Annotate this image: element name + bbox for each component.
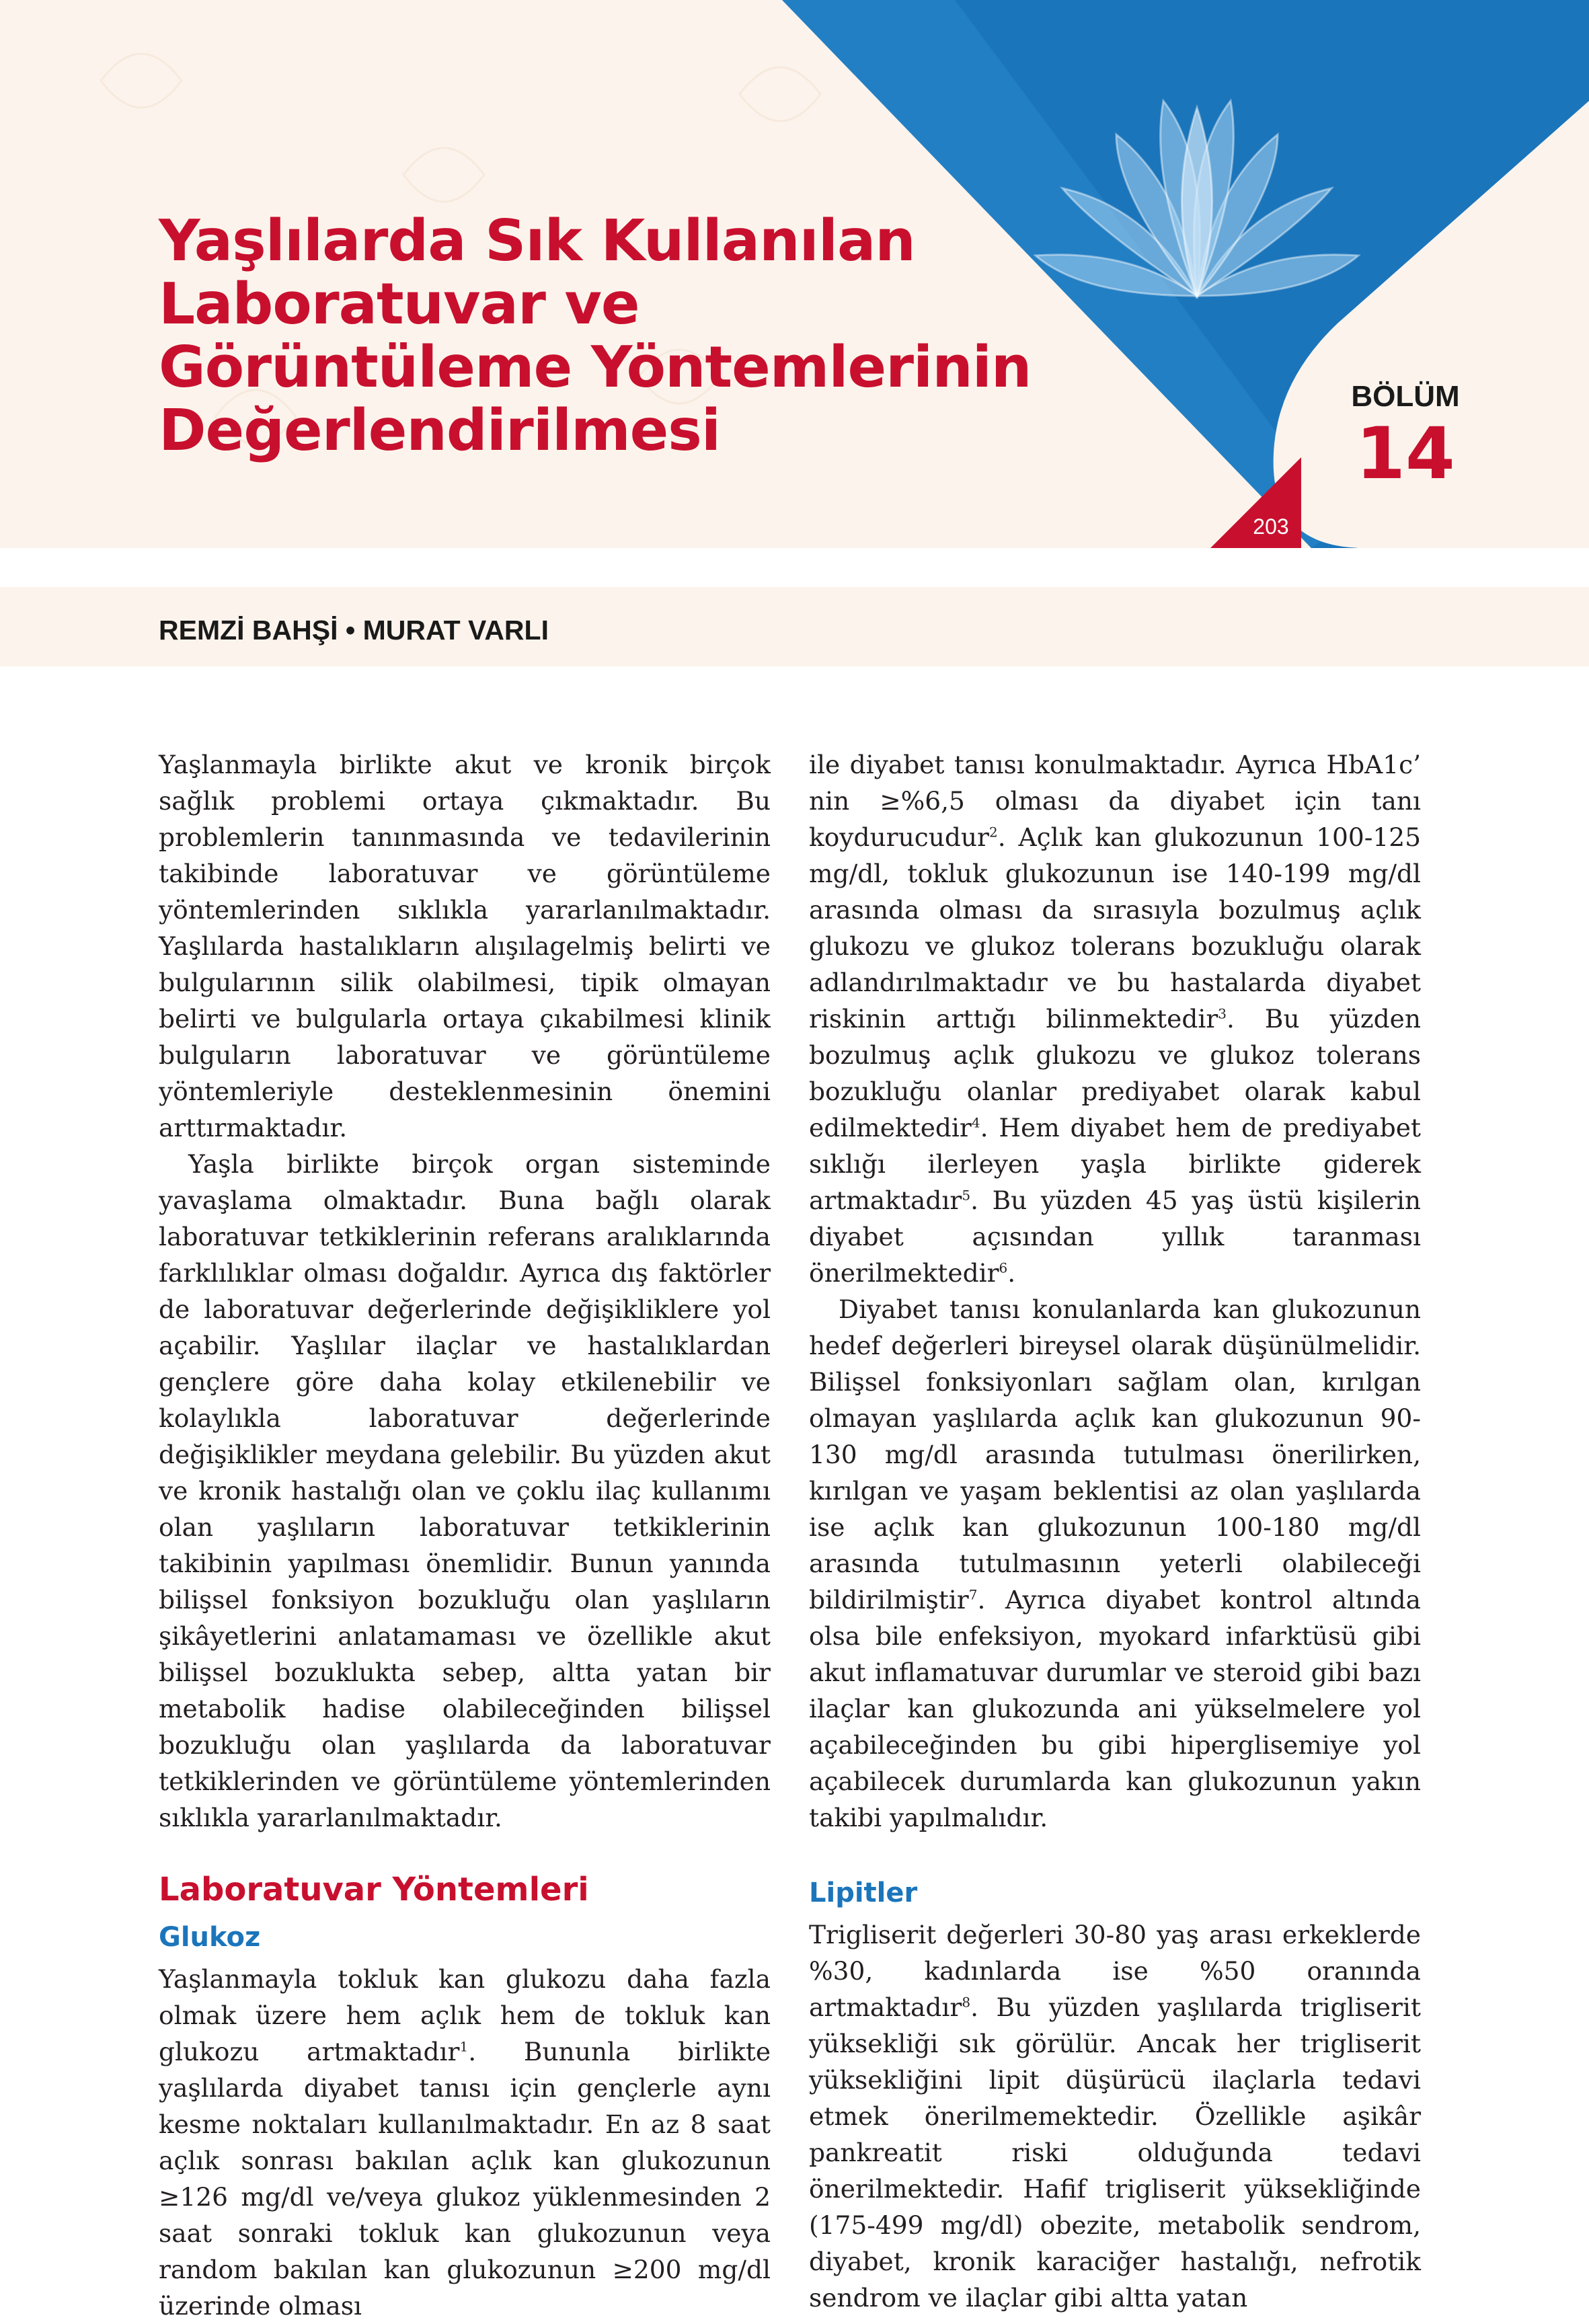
- aging-paragraph: Yaşla birlikte birçok organ sisteminde yavaşlama olmaktadır. Buna bağlı olarak laboratuvar tetkiklerinin referans aralıklarında farklılıklar olması doğaldır. Ayrıca dış faktörler de laboratuvar değerlerinde değişikliklere yol açabilir. Yaşlılar ilaçlar ve hastalıklardan gençlere göre daha kolay etkilenebilir ve kolaylıkla laboratuvar değerlerinde değişiklikler meydana gelebilir. Bu yüzden akut ve kronik hastalığı olan ve çoklu ilaç kullanımı olan yaşlıların laboratuvar tetkiklerinin takibinin yapılması önemlidir. Bunun yanında bilişsel fonksiyon bozukluğu olan yaşlıların şikâyetlerini anlatamaması ve özellikle akut bilişsel bozuklukta sebep, altta yatan bir metabolik hadise olabileceğinden bilişsel bozukluğu olan yaşlılarda da laboratuvar tetkiklerinden ve görüntüleme yöntemlerinden sıklıkla yararlanılmaktadır.: [159, 1149, 771, 1832]
- reference-6[interactable]: 6: [999, 1260, 1008, 1276]
- page-title: Yaşlılarda Sık Kullanılan Laboratuvar ve Görüntüleme Yöntemlerinin Değerlendirilmesi: [159, 208, 1032, 464]
- section-heading-laboratory-methods: Laboratuvar Yöntemleri: [159, 1871, 589, 1908]
- lipids-paragraph: Trigliserit değerleri 30-80 yaş arası erkeklerde %30, kadınlarda ise %50 oranında artmaktadır$^8$. Bu yüzden yaşlılarda trigliserit yüksekliği sık görülür. Ancak her trigliserit yüksekliğini lipit düşürücü ilaçlarla tedavi etmek önerilmemektedir. Özellikle aşikâr pankreatit riski olduğunda tedavi önerilmektedir. Hafif trigliserit yüksekliğinde (175-499 mg/dl) obezite, metabolik sendrom, diyabet, kronik karaciğer hastalığı, nefrotik sendrom ve ilaçlar gibi altta yatan: [809, 1920, 1421, 2313]
- reference-8[interactable]: 8: [962, 1994, 971, 2011]
- right-column: [809, 746, 1421, 2316]
- subheading-lipids: Lipitler: [809, 1877, 918, 1908]
- reference-1[interactable]: 1: [459, 2038, 469, 2055]
- author-names: REMZİ BAHŞİ • MURAT VARLI: [159, 615, 549, 646]
- diagnosis-paragraph: ile diyabet tanısı konulmaktadır. Ayrıca HbA1c’ nin ≥%6,5 olması da diyabet için tanı koydurucudur$^2$. Açlık kan glukozunun 100-125 mg/dl, tokluk glukozunun ise 140-199 mg/dl arasında olması da sırasıyla bozulmuş açlık glukozu ve glukoz tolerans bozukluğu olarak adlandırılmaktadır ve bu hastalarda diyabet riskinin arttığı bilinmektedir$^3$. Bu yüzden bozulmuş açlık glukozu ve glukoz tolerans bozukluğu olanlar prediyabet olarak kabul edilmektedir$^4$. Hem diyabet hem de prediyabet sıklığı ilerleyen yaşla birlikte giderek artmaktadır$^5$. Bu yüzden 45 yaş üstü kişilerin diyabet açısından yıllık taranması önerilmektedir$^6$.: [809, 750, 1421, 1288]
- reference-5[interactable]: 5: [962, 1187, 971, 1204]
- subheading-glucose: Glukoz: [159, 1922, 261, 1953]
- reference-7[interactable]: 7: [968, 1586, 978, 1603]
- glucose-target-paragraph: Diyabet tanısı konulanlarda kan glukozunun hedef değerleri bireysel olarak düşünülmelidir. Bilişsel fonksiyonları sağlam olan, kırılgan olmayan yaşlılarda açlık kan glukozunun 90-130 mg/dl arasında tutulması önerilirken, kırılgan ve yaşam beklentisi az olan yaşlılarda ise açlık kan glukozunun 100-180 mg/dl arasında tutulmasının yeterli olabileceği bildirilmiştir$^7$. Ayrıca diyabet kontrol altında olsa bile enfeksiyon, myokard infarktüsü gibi akut inflamatuvar durumlar ve steroid gibi bazı ilaçlar kan glukozunda ani yükselmelere yol açabileceğinden bu gibi hiperglisemiye yol açabilecek durumlarda kan glukozunun yakın takibi yapılmalıdır.: [809, 1294, 1421, 1832]
- left-column: [159, 746, 771, 2324]
- reference-2[interactable]: 2: [989, 824, 998, 841]
- chapter-label: BÖLÜM: [1351, 380, 1460, 413]
- intro-paragraph: Yaşlanmayla birlikte akut ve kronik birçok sağlık problemi ortaya çıkmaktadır. Bu problemlerin tanınmasında ve tedavilerinin takibinde laboratuvar ve görüntüleme yöntemlerinden sıklıkla yararlanılmaktadır. Yaşlılarda hastalıkların alışılagelmiş belirti ve bulgularının silik olabilmesi, tipik olmayan belirti ve bulgularla ortaya çıkabilmesi klinik bulguların laboratuvar ve görüntüleme yöntemleriyle desteklenmesinin önemini arttırmaktadır.: [159, 750, 771, 1142]
- glucose-paragraph: Yaşlanmayla tokluk kan glukozu daha fazla olmak üzere hem açlık hem de tokluk kan glukozu artmaktadır$^1$. Bununla birlikte yaşlılarda diyabet tanısı için gençlerle aynı kesme noktaları kullanılmaktadır. En az 8 saat açlık sonrası bakılan açlık kan glukozunun ≥126 mg/dl ve/veya glukoz yüklenmesinden 2 saat sonraki tokluk kan glukozunun veya random bakılan kan glukozunun ≥200 mg/dl üzerinde olması: [159, 1964, 771, 2321]
- chapter-number: 14: [1356, 412, 1455, 495]
- reference-4[interactable]: 4: [971, 1114, 980, 1131]
- reference-3[interactable]: 3: [1218, 1005, 1227, 1022]
- page-number: 203: [1253, 514, 1289, 539]
